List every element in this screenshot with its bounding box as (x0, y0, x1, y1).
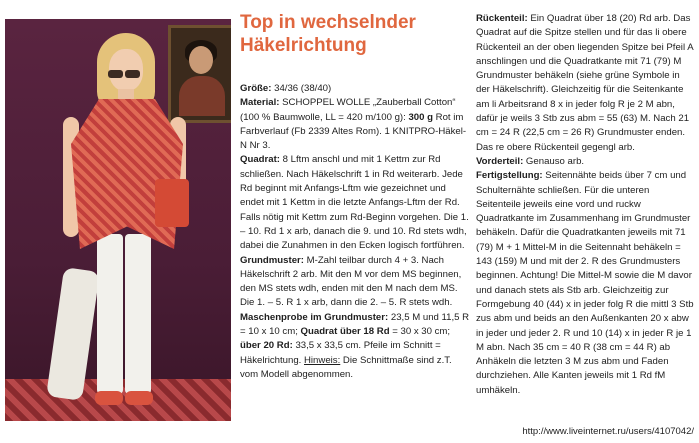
wall-painting (168, 25, 231, 123)
front-paragraph: Vorderteil: Genauso arb. (476, 155, 585, 167)
handbag (155, 179, 189, 227)
sunglasses-icon (108, 63, 144, 71)
right-shoe (125, 391, 153, 405)
front-label: Vorderteil: (476, 155, 524, 167)
pattern-label: Grundmuster: (240, 254, 304, 266)
square-label: Quadrat: (240, 154, 280, 166)
model-photo (5, 19, 231, 421)
instructions-column-middle (240, 82, 472, 382)
finishing-paragraph: Fertigstellung: Seitennähte beids über 7 cm und Schulternähte schließen. Für die unteren Seitenteile jeweils eine vord und ruckw Quadratkante im Zusammenhang im Grundmuster behäkeln. Dafür die Quadratkanten jeweils mit 71 (79) M + 1 Mittel-M in die Seitennaht behäkeln = 143 (159) M und mit der 2. R des Grundmusters beginnen. Achtung! Die Mittel-M sowie die M davor und danach stets als Stb arb. Gleichzeitig zur Formgebung 40 (44) x in jeder folg R die mittl 3 Stb zus abm und beids an den Außenkanten 20 x abw in jeder und jeder 2. R und 10 (14) x in jeder R je 1 M abn. Nach 35 cm = 40 R (38 cm = 44 R) ab Anhäkeln die letzten 3 M zus abm und Faden durchziehen. Alle Kanten jeweils mit 1 Rd fM umhäkeln. (476, 170, 694, 396)
trousers-right-leg (125, 234, 151, 394)
note-label: Hinweis: (304, 354, 341, 366)
back-label: Rückenteil: (476, 13, 528, 24)
material-paragraph: Material: SCHOPPEL WOLLE „Zauberball Cotton“ (100 % Baumwolle, LL = 420 m/100 g): 300 g Rot im Farbverlauf (Fb 2339 Altes Rom). 1 KNITPRO-Häkel-N Nr 3. (240, 97, 467, 152)
finishing-label: Fertigstellung: (476, 170, 543, 182)
trousers-left-leg (97, 234, 123, 394)
article-title: Top in wechselnder Häkelrichtung (240, 12, 416, 56)
left-shoe (95, 391, 123, 405)
source-watermark: http://www.liveinternet.ru/users/4107042/ (522, 426, 694, 437)
gauge-label: Maschenprobe im Grundmuster: (240, 311, 389, 323)
gauge-paragraph: Maschenprobe im Grundmuster: 23,5 M und 11,5 R = 10 x 10 cm; Quadrat über 18 Rd = 30 x 30 cm; über 20 Rd: 33,5 x 33,5 cm. Pfeile im Schnitt = Häkelrichtung. Hinweis: Die Schnittmaße sind z.T. vom Modell abgenommen. (240, 311, 470, 380)
pattern-paragraph: Grundmuster: M-Zahl teilbar durch 4 + 3. Nach Häkelschrift 2 arb. Mit den M vor dem MS beginnen, den MS stets wdh, enden mit den M nach dem MS. Die 1. – 5. R 1 x arb, dann die 2. – 5. R stets wdh. (240, 254, 462, 309)
back-paragraph: Rückenteil: Ein Quadrat über 18 (20) Rd arb. Das Quadrat auf die Spitze stellen und für das li obere Rückenteil an der oben liegenden Spitze bei Pfeil A anschlingen und die Quadratkante mit 71 (79) M Grundmuster behäkeln (siehe grüne Symbole in der Häkelschrift). Gleichzeitig für die Seitenkante am li Arbeitsrand 8 x in jeder folg R je 2 M abn, dafür je weils 3 Stb zus abm = 55 (63) M. Nach 21 cm = 24 R (22,5 cm = 26 R) Grundmuster enden. Das re obere Rückenteil gegengl arb. (476, 13, 694, 153)
size-paragraph: Größe: 34/36 (38/40) (240, 83, 332, 94)
square-paragraph: Quadrat: 8 Lftm anschl und mit 1 Kettm zur Rd schließen. Nach Häkelschrift 1 in Rd weiterarb. Jede Rd beginnt mit Anfangs-Lftm wie gezeichnet und endet mit 1 Kettm in die letzte Anfangs-Lftm der Rd. Falls nötig mit Kettm zum Rd-Beginn vorgehen. Die 1. – 10. Rd 1 x arb, danach die 9. und 10. Rd stets wdh, dabei die Zunahmen in den Ecken logisch fortführen. (240, 154, 469, 252)
instructions-column-right (476, 12, 694, 398)
material-label: Material: (240, 97, 280, 109)
size-label: Größe: (240, 83, 272, 94)
